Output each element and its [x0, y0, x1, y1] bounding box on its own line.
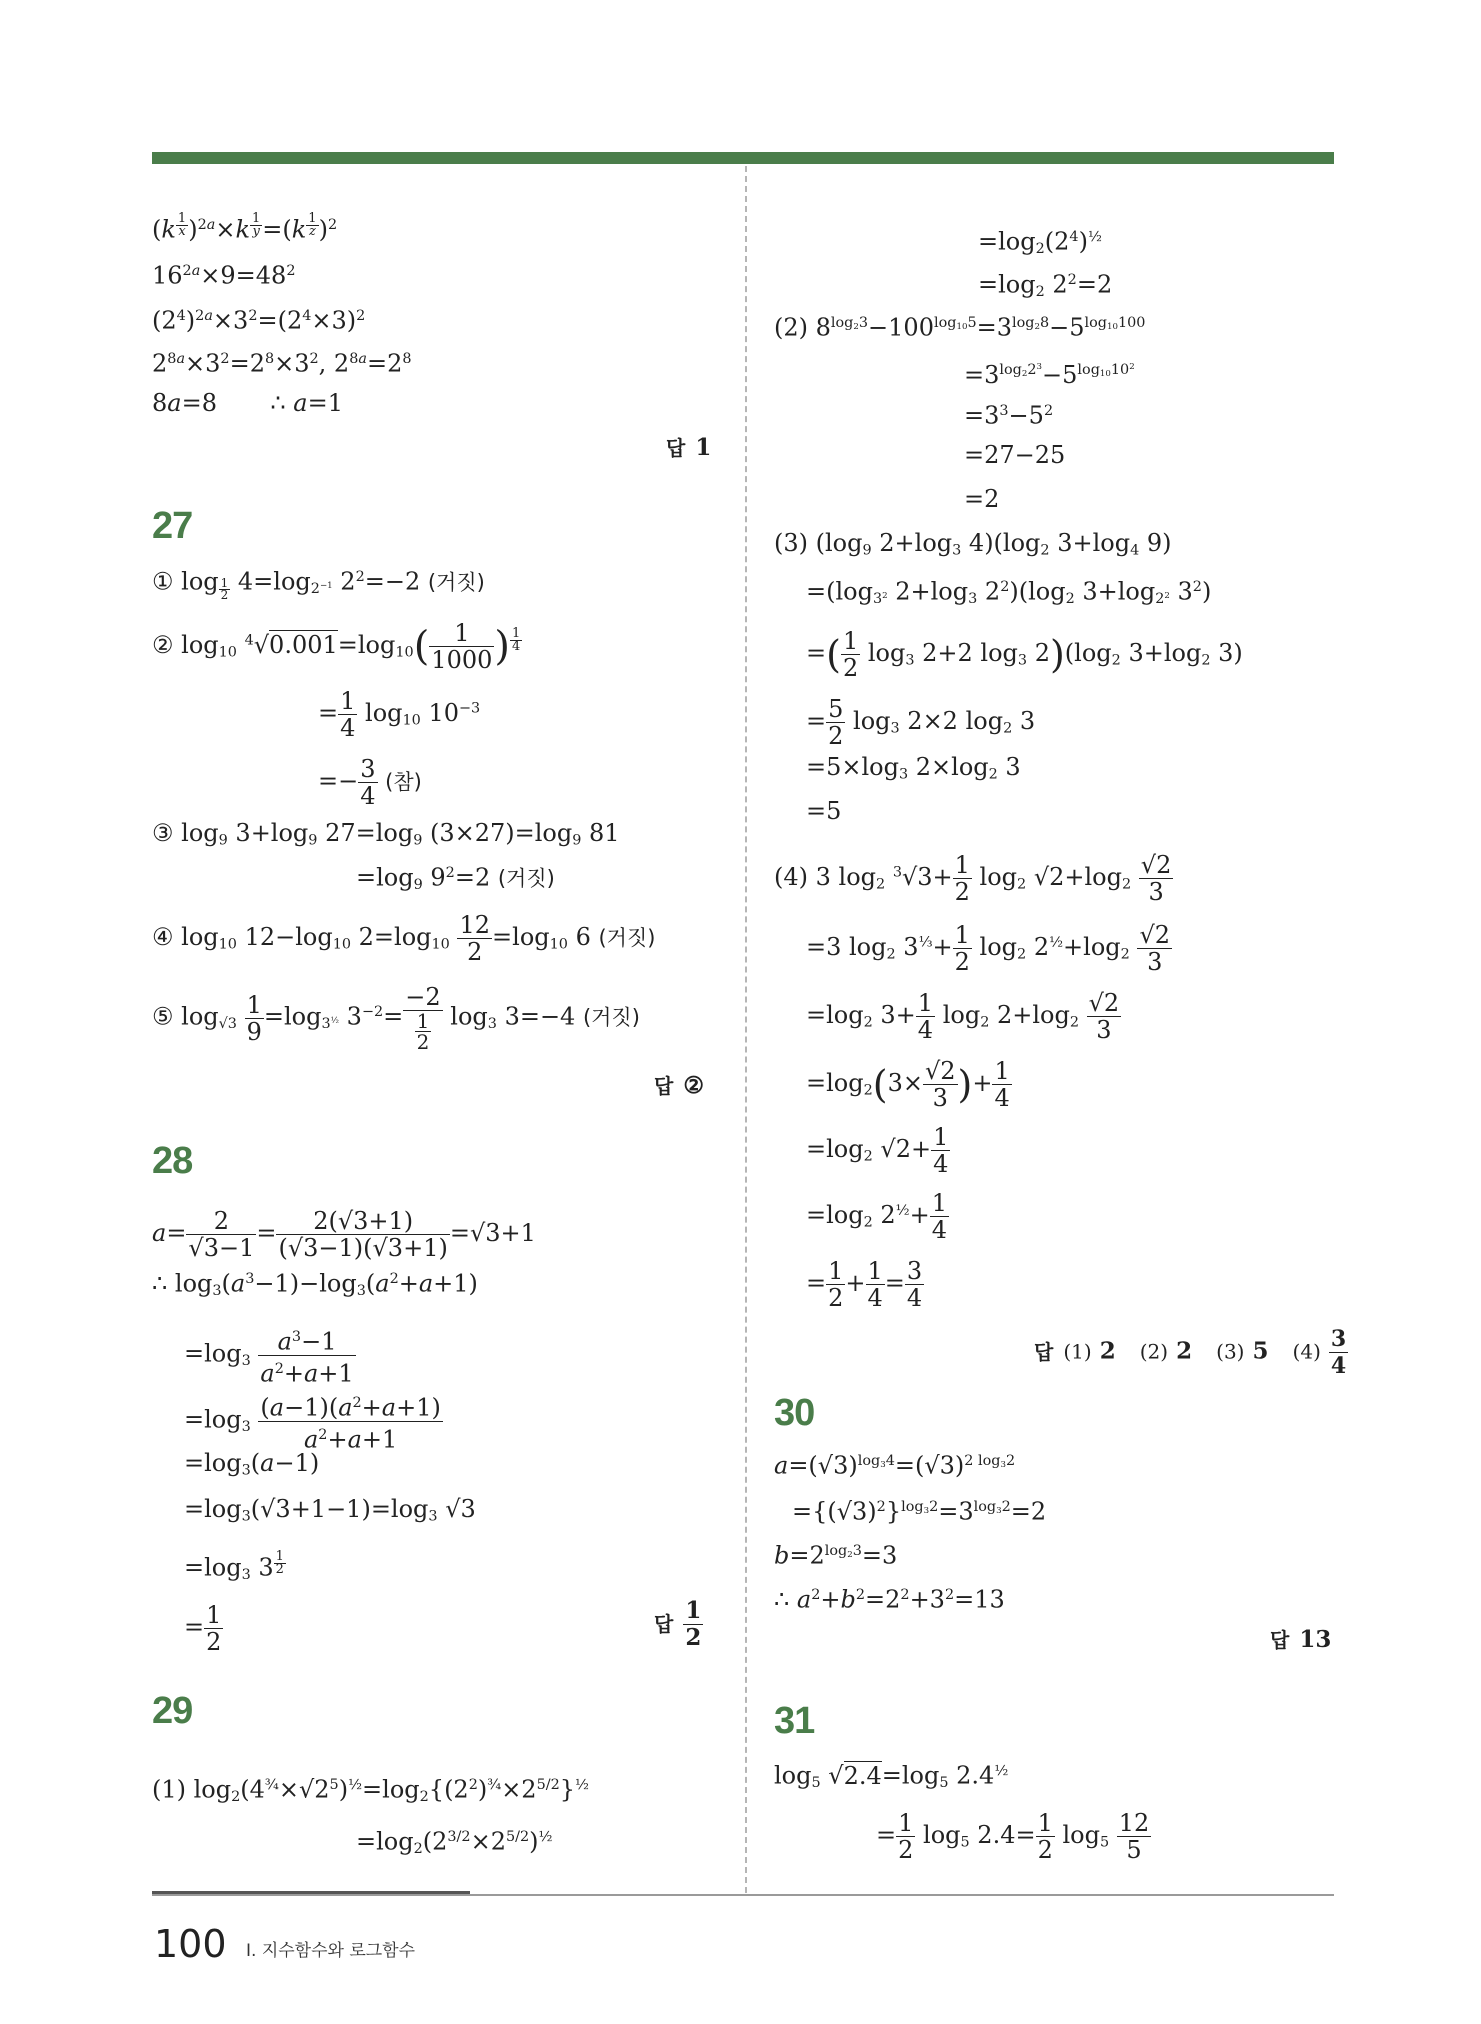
- problem-number-27: 27: [152, 505, 193, 547]
- page-number: 100: [154, 1922, 227, 1966]
- column-divider: [745, 166, 747, 1893]
- problem-number-29: 29: [152, 1690, 193, 1732]
- problem-number-30: 30: [774, 1392, 815, 1434]
- answer-29: 답 (1) 2 (2) 2 (3) 5 (4) $\frac{3}{4}$: [1034, 1326, 1347, 1379]
- footer-rule: [152, 1894, 1334, 1896]
- header-bar: [152, 152, 1334, 164]
- answer-28: 답 $\frac{1}{2}$: [654, 1597, 702, 1651]
- answer-26: 답 1: [666, 434, 712, 461]
- footer-rule-accent: [152, 1891, 470, 1894]
- problem-number-28: 28: [152, 1140, 193, 1182]
- chapter-title: Ⅰ. 지수함수와 로그함수: [246, 1941, 416, 1961]
- problem-number-31: 31: [774, 1700, 815, 1742]
- answer-30: 답 13: [1270, 1626, 1332, 1653]
- answer-27: 답 ②: [654, 1072, 704, 1099]
